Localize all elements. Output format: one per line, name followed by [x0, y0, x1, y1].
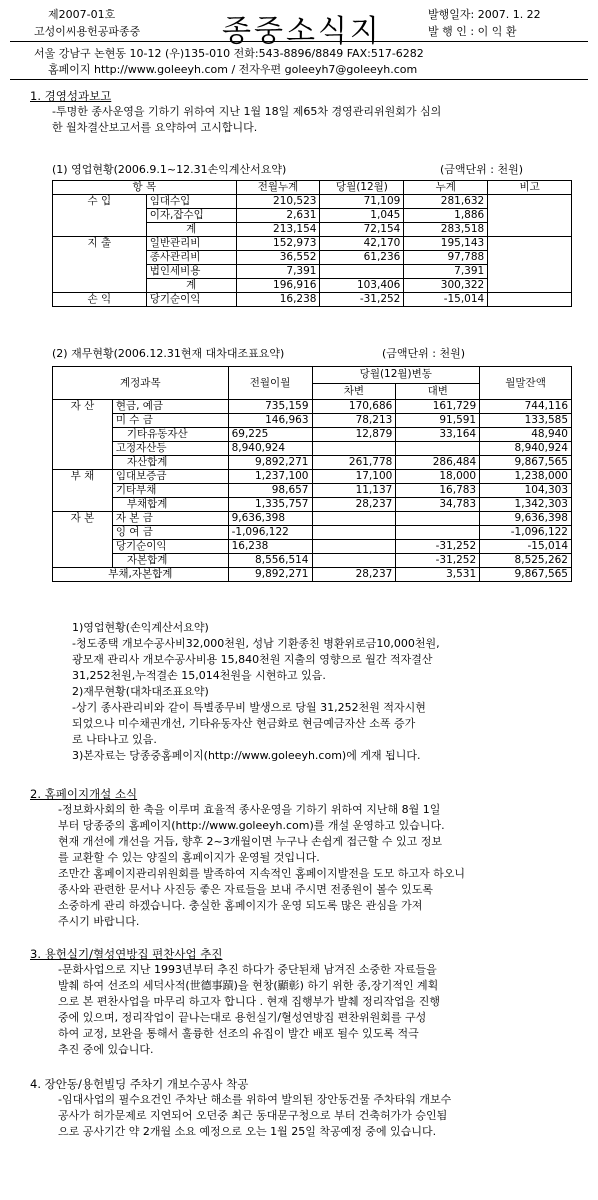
section-3-line: 으로 본 편찬사업을 마무리 하고자 합니다 . 현재 집행부가 발췌 정리작업을 진행 — [58, 995, 440, 1008]
section-4-line: -임대사업의 필수요건인 주차난 해소를 위하여 발의된 장안동건물 주차타워 개보수 — [58, 1093, 452, 1106]
section-2-line: 현재 개선에 개선을 거듭, 향후 2~3개월이면 누구나 손쉽게 접근할 수 있고 정보 — [58, 835, 442, 848]
row-label: 잉 여 금 — [112, 526, 228, 540]
cell: 9,867,565 — [480, 568, 572, 582]
cell: 11,137 — [312, 484, 396, 498]
cell: 34,783 — [396, 498, 480, 512]
header-debit: 차변 — [312, 383, 396, 400]
cell — [53, 414, 113, 428]
table-header-row — [53, 367, 572, 384]
table-row — [53, 540, 572, 554]
section-2-line: -정보화사회의 한 축을 이루며 효율적 종사운영을 기하기 위하여 지난해 8월 1일 — [58, 803, 441, 816]
cell: 8,940,924 — [228, 442, 312, 456]
cell — [53, 442, 113, 456]
cell: 16,783 — [396, 484, 480, 498]
cell: 28,237 — [312, 568, 396, 582]
section-4-title: 4. 장안동/용헌빌딩 주차기 개보수공사 착공 — [30, 1077, 249, 1091]
note-line: 로 나타나고 있음. — [72, 733, 157, 746]
cell — [488, 293, 572, 307]
section-1-intro-1: -투명한 종사운영을 기하기 위하여 지난 1월 18일 제65차 경영관리위원회가 심의 — [52, 105, 442, 118]
cell: 28,237 — [312, 498, 396, 512]
cell: 91,591 — [396, 414, 480, 428]
table-row — [53, 526, 572, 540]
table-row — [53, 498, 572, 512]
cell: 16,238 — [236, 293, 320, 307]
cell: -1,096,122 — [480, 526, 572, 540]
row-label: 미 수 금 — [112, 414, 228, 428]
cell — [488, 251, 572, 265]
newsletter-title: 종중소식지 — [222, 14, 382, 49]
cell: 744,116 — [480, 400, 572, 414]
note-line: 3)본자료는 당종중홈페이지(http://www.goleeyh.com)에 게재 됩니다. — [72, 749, 421, 762]
cell: 152,973 — [236, 237, 320, 251]
row-label: 계 — [146, 279, 236, 293]
header-remarks: 비고 — [488, 181, 572, 195]
cell: -31,252 — [320, 293, 404, 307]
section-3-line: -문화사업으로 지난 1993년부터 추진 하다가 중단된채 남겨진 소중한 자료들을 — [58, 963, 437, 976]
cell: 161,729 — [396, 400, 480, 414]
cell — [312, 540, 396, 554]
section-1-title: 1. 경영성과보고 — [30, 89, 112, 103]
publisher: 발 행 인 : 이 익 환 — [428, 25, 517, 38]
table-row — [53, 293, 572, 307]
row-label: 당기순이익 — [112, 540, 228, 554]
section-3-line: 중에 있으며, 정리작업이 끝나는대로 용헌실기/혈성연방집 편찬위원회를 구성 — [58, 1011, 427, 1024]
cell: 261,778 — [312, 456, 396, 470]
cell: 9,636,398 — [480, 512, 572, 526]
cell — [488, 237, 572, 251]
section-3-line: 추진 중에 있습니다. — [58, 1043, 154, 1056]
cell: 48,940 — [480, 428, 572, 442]
row-label: 임대보증금 — [112, 470, 228, 484]
cell: 12,879 — [312, 428, 396, 442]
address-line: 서울 강남구 논현동 10-12 (우)135-010 전화:543-8896/8849 FAX:517-6282 — [34, 47, 424, 60]
row-label: 부채합계 — [112, 498, 228, 512]
cell: 9,867,565 — [480, 456, 572, 470]
cell: 71,109 — [320, 195, 404, 209]
cell — [53, 428, 113, 442]
row-label: 임대수입 — [146, 195, 236, 209]
cell — [53, 279, 147, 293]
row-label: 이자,잡수입 — [146, 209, 236, 223]
cell: 9,636,398 — [228, 512, 312, 526]
cell: 104,303 — [480, 484, 572, 498]
cell: 735,159 — [228, 400, 312, 414]
cell: 300,322 — [404, 279, 488, 293]
cell: -31,252 — [396, 540, 480, 554]
row-label: 종사관리비 — [146, 251, 236, 265]
cell — [320, 265, 404, 279]
cell — [488, 279, 572, 293]
row-label: 자 본 금 — [112, 512, 228, 526]
group-expense: 지 출 — [53, 237, 147, 251]
cell — [488, 195, 572, 209]
issue-number: 제2007-01호 — [48, 8, 116, 21]
cell: 78,213 — [312, 414, 396, 428]
cell — [53, 251, 147, 265]
cell: 210,523 — [236, 195, 320, 209]
cell — [53, 554, 113, 568]
section-3-line: 하여 교정, 보완을 통해서 훌륭한 선조의 유집이 발간 배포 될수 있도록 적극 — [58, 1027, 419, 1040]
row-label: 부채,자본합계 — [53, 568, 229, 582]
section-2-line: 조만간 홈페이지관리위원회를 발족하여 지속적인 홈페이지발전을 도모 하고자 하오니 — [58, 867, 466, 880]
cell: 17,100 — [312, 470, 396, 484]
section-2-line: 소중하게 관리 하겠습니다. 충실한 홈페이지가 운영 되도록 많은 관심을 가져 — [58, 899, 423, 912]
cell — [53, 223, 147, 237]
cell: -15,014 — [404, 293, 488, 307]
row-label: 자본합계 — [112, 554, 228, 568]
group-assets: 자 산 — [53, 400, 113, 414]
balance-sheet-table — [52, 366, 572, 582]
table-total-row — [53, 568, 572, 582]
cell: 196,916 — [236, 279, 320, 293]
section-4-line: 공사가 허가문제로 지연되어 오던중 최근 동대문구청으로 부터 건축허가가 승인됨 — [58, 1109, 448, 1122]
cell: 286,484 — [396, 456, 480, 470]
cell: 98,657 — [228, 484, 312, 498]
row-label: 기타유동자산 — [112, 428, 228, 442]
header-prev-total: 전월누계 — [236, 181, 320, 195]
cell: 1,342,303 — [480, 498, 572, 512]
cell: 281,632 — [404, 195, 488, 209]
table-row — [53, 414, 572, 428]
header-change: 당월(12월)변동 — [312, 367, 480, 384]
organization-name: 고성이씨용헌공파종중 — [34, 25, 141, 38]
note-line: -상기 종사관리비와 같이 특별종무비 발생으로 당월 31,252천원 적자시현 — [72, 701, 426, 714]
cell — [396, 526, 480, 540]
cell: 33,164 — [396, 428, 480, 442]
cell: 16,238 — [228, 540, 312, 554]
cell — [396, 512, 480, 526]
table-row — [53, 195, 572, 209]
section-2-title: 2. 홈페이지개설 소식 — [30, 787, 138, 801]
cell: 72,154 — [320, 223, 404, 237]
header-cumulative: 누계 — [404, 181, 488, 195]
group-income: 수 입 — [53, 195, 147, 209]
cell: 213,154 — [236, 223, 320, 237]
table-header-row — [53, 181, 572, 195]
cell: 8,940,924 — [480, 442, 572, 456]
cell: 283,518 — [404, 223, 488, 237]
cell: -1,096,122 — [228, 526, 312, 540]
cell — [488, 209, 572, 223]
table-row — [53, 442, 572, 456]
row-label: 법인세비용 — [146, 265, 236, 279]
note-line: 2)재무현황(대차대조표요약) — [72, 685, 209, 698]
table-row — [53, 251, 572, 265]
header-item: 항 목 — [53, 181, 237, 195]
cell: 36,552 — [236, 251, 320, 265]
cell: 7,391 — [404, 265, 488, 279]
cell — [488, 223, 572, 237]
cell: 1,237,100 — [228, 470, 312, 484]
cell: 18,000 — [396, 470, 480, 484]
table-row — [53, 456, 572, 470]
cell: 1,238,000 — [480, 470, 572, 484]
cell: 170,686 — [312, 400, 396, 414]
cell — [312, 526, 396, 540]
table-1-caption: (1) 영업현황(2006.9.1~12.31손익계산서요약) — [52, 163, 287, 176]
cell — [53, 265, 147, 279]
note-line: 광모재 관리사 개보수공사비용 15,840천원 지출의 영향으로 월간 적자결산 — [72, 653, 433, 666]
section-4-line: 으로 공사기간 약 2개월 소요 예정으로 오는 1월 25일 착공예정 중에 있습니다. — [58, 1125, 437, 1138]
cell — [396, 442, 480, 456]
table-row — [53, 470, 572, 484]
group-liabilities: 부 채 — [53, 470, 113, 484]
header-prev: 전월이월 — [228, 367, 312, 400]
header-current-month: 당월(12월) — [320, 181, 404, 195]
table-row — [53, 265, 572, 279]
cell — [53, 498, 113, 512]
cell — [53, 456, 113, 470]
row-label: 기타부채 — [112, 484, 228, 498]
section-2-line: 를 교환할 수 있는 양질의 홈페이지가 운영될 것입니다. — [58, 851, 320, 864]
cell — [312, 512, 396, 526]
note-line: 1)영업현황(손익계산서요약) — [72, 621, 209, 634]
table-row — [53, 400, 572, 414]
table-row — [53, 209, 572, 223]
row-label: 자산합계 — [112, 456, 228, 470]
table-row — [53, 554, 572, 568]
cell: 8,525,262 — [480, 554, 572, 568]
table-2-unit: (금액단위 : 천원) — [382, 347, 466, 360]
cell — [53, 526, 113, 540]
cell: -31,252 — [396, 554, 480, 568]
row-label: 현금, 예금 — [112, 400, 228, 414]
table-row — [53, 279, 572, 293]
table-row — [53, 484, 572, 498]
section-3-title: 3. 용헌실기/혈성연방집 편찬사업 추진 — [30, 947, 223, 961]
publish-date: 발행일자: 2007. 1. 22 — [428, 8, 541, 21]
cell: 69,225 — [228, 428, 312, 442]
table-row — [53, 223, 572, 237]
cell — [53, 484, 113, 498]
header-end-balance: 월말잔액 — [480, 367, 572, 400]
section-2-line: 주시기 바랍니다. — [58, 915, 140, 928]
section-3-line: 발췌 하여 선조의 세덕사적(世德事蹟)을 현창(顯彰) 하기 위한 종,장기적인 계획 — [58, 979, 439, 992]
section-1-intro-2: 한 월차결산보고서를 요약하여 고시합니다. — [52, 121, 258, 134]
note-line: 31,252천원,누적결손 15,014천원을 시현하고 있음. — [72, 669, 326, 682]
cell: 133,585 — [480, 414, 572, 428]
table-row — [53, 237, 572, 251]
cell: 1,335,757 — [228, 498, 312, 512]
header-credit: 대변 — [396, 383, 480, 400]
table-2-caption: (2) 재무현황(2006.12.31현재 대차대조표요약) — [52, 347, 285, 360]
cell — [53, 209, 147, 223]
cell: 2,631 — [236, 209, 320, 223]
cell: 8,556,514 — [228, 554, 312, 568]
cell — [488, 265, 572, 279]
income-statement-table — [52, 180, 572, 307]
header-account: 계정과목 — [53, 367, 229, 400]
row-label: 일반관리비 — [146, 237, 236, 251]
cell: 3,531 — [396, 568, 480, 582]
table-row — [53, 512, 572, 526]
header-divider — [10, 41, 588, 42]
group-profit: 손 익 — [53, 293, 147, 307]
section-2-line: 부터 당종중의 홈페이지(http://www.goleeyh.com)를 개설 운영하고 있습니다. — [58, 819, 445, 832]
note-line: -청도종택 개보수공사비32,000천원, 성남 기환종친 병환위로금10,000천원, — [72, 637, 440, 650]
row-label: 당기순이익 — [146, 293, 236, 307]
cell: 7,391 — [236, 265, 320, 279]
cell — [312, 554, 396, 568]
web-contact-line[interactable]: 홈페이지 http://www.goleeyh.com / 전자우편 goleeyh7@goleeyh.com — [48, 63, 418, 76]
table-1-unit: (금액단위 : 천원) — [440, 163, 524, 176]
note-line: 되었으나 미수채권개선, 기타유동자산 현금화로 현금예금자산 소폭 증가 — [72, 717, 416, 730]
cell — [312, 442, 396, 456]
cell: 195,143 — [404, 237, 488, 251]
row-label: 계 — [146, 223, 236, 237]
cell — [53, 540, 113, 554]
cell: 1,886 — [404, 209, 488, 223]
cell: 9,892,271 — [228, 456, 312, 470]
cell: -15,014 — [480, 540, 572, 554]
cell: 97,788 — [404, 251, 488, 265]
cell: 1,045 — [320, 209, 404, 223]
cell: 61,236 — [320, 251, 404, 265]
row-label: 고정자산등 — [112, 442, 228, 456]
header-divider-bottom — [10, 79, 588, 80]
cell: 9,892,271 — [228, 568, 312, 582]
cell: 42,170 — [320, 237, 404, 251]
cell: 103,406 — [320, 279, 404, 293]
group-equity: 자 본 — [53, 512, 113, 526]
table-row — [53, 428, 572, 442]
section-2-line: 종사와 관련한 문서나 사진등 좋은 자료들을 보내 주시면 전종원이 볼수 있도록 — [58, 883, 433, 896]
cell: 146,963 — [228, 414, 312, 428]
